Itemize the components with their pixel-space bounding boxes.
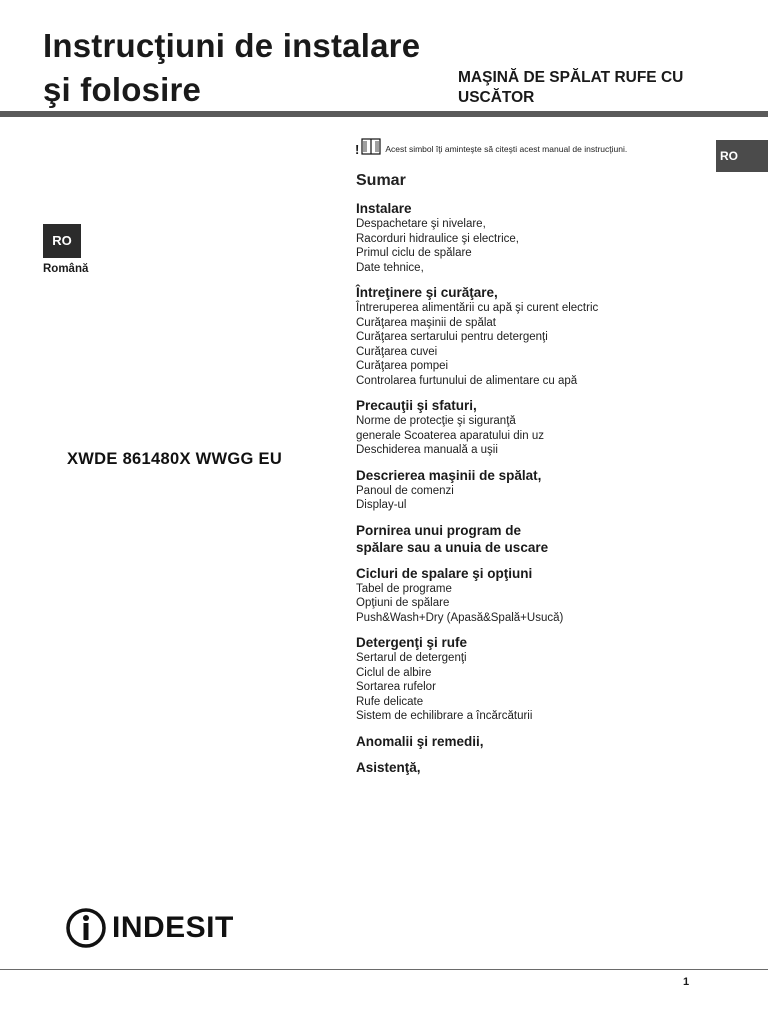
toc-section-precautii (356, 397, 706, 458)
title-line-1: Instrucţiuni de instalare (43, 27, 421, 64)
language-name: Română (43, 263, 89, 275)
toc-item[interactable]: Opţiuni de spălare (356, 597, 450, 609)
toc-section-pornire (356, 522, 706, 556)
toc-section-cicluri (356, 565, 706, 626)
table-of-contents (356, 172, 706, 785)
toc-item[interactable]: Rufe delicate (356, 695, 424, 708)
toc-heading: Sumar (356, 172, 406, 189)
warning-mark: ! (355, 141, 360, 157)
brand-logo (66, 906, 234, 950)
brand-name: INDESIT (112, 911, 234, 944)
toc-section-asistenta (356, 759, 706, 776)
toc-section-title[interactable]: Anomalii şi remedii, (356, 733, 484, 749)
title-line-2: şi folosire (43, 71, 202, 108)
toc-section-intretinere (356, 284, 706, 388)
indesit-logo-icon (66, 906, 106, 950)
toc-item[interactable]: Sistem de echilibrare a încărcăturii (356, 710, 533, 722)
toc-item[interactable]: Panoul de comenzi (356, 484, 454, 497)
subtitle-line-2: USCĂTOR (458, 89, 535, 106)
toc-item[interactable]: Sertarul de detergenţi (356, 652, 467, 664)
toc-item[interactable]: Push&Wash+Dry (Apasă&Spală+Usucă) (356, 611, 564, 624)
toc-section-title[interactable]: Precauţii şi sfaturi, (356, 398, 477, 413)
toc-section-title[interactable]: Întreţinere şi curăţare, (356, 285, 498, 300)
open-book-icon (361, 138, 381, 160)
toc-item[interactable]: Controlarea furtunului de alimentare cu apă (356, 374, 578, 387)
toc-section-title[interactable]: Descrierea maşinii de spălat, (356, 467, 542, 483)
page-number: 1 (683, 976, 690, 988)
manual-notice (355, 140, 627, 158)
toc-item[interactable]: Deschiderea manuală a uşii (356, 444, 498, 456)
toc-item[interactable]: Despachetare şi nivelare, (356, 218, 486, 230)
toc-item[interactable]: Ciclul de albire (356, 666, 432, 679)
toc-item[interactable]: Curăţarea sertarului pentru detergenţi (356, 331, 548, 343)
notice-text: Acest simbol îţi aminteşte să citeşti acest manual de instrucţiuni. (385, 144, 628, 154)
footer-divider (0, 969, 768, 970)
header-divider (0, 111, 768, 117)
toc-section-title-line-1[interactable]: Pornirea unui program de (356, 522, 522, 538)
toc-section-instalare (356, 200, 706, 275)
toc-section-title-line-2[interactable]: spălare sau a unuia de uscare (356, 539, 549, 555)
language-side-tab: RO (716, 140, 768, 172)
toc-item[interactable]: Curăţarea cuvei (356, 345, 438, 358)
page-title (43, 24, 420, 112)
toc-item[interactable]: Sortarea rufelor (356, 681, 436, 693)
toc-item[interactable]: Întreruperea alimentării cu apă şi curent electric (356, 302, 599, 314)
toc-section-detergenti (356, 634, 706, 724)
product-type (458, 68, 758, 108)
language-code-badge: RO (43, 224, 81, 258)
toc-section-title[interactable]: Asistenţă, (356, 759, 421, 775)
toc-section-title[interactable]: Cicluri de spalare şi opţiuni (356, 565, 533, 581)
toc-item[interactable]: generale Scoaterea aparatului din uz (356, 429, 544, 442)
toc-section-title[interactable]: Detergenţi şi rufe (356, 635, 468, 650)
toc-section-title[interactable]: Instalare (356, 201, 412, 216)
toc-section-anomalii (356, 733, 706, 750)
toc-item[interactable]: Norme de protecţie şi siguranţă (356, 415, 516, 427)
toc-item[interactable]: Tabel de programe (356, 582, 452, 595)
toc-item[interactable]: Primul ciclu de spălare (356, 247, 472, 259)
subtitle-line-1: MAŞINĂ DE SPĂLAT RUFE CU (458, 69, 684, 86)
toc-item[interactable]: Display-ul (356, 499, 407, 511)
toc-item[interactable]: Racorduri hidraulice şi electrice, (356, 232, 519, 245)
toc-item[interactable]: Date tehnice, (356, 261, 424, 274)
toc-section-descriere (356, 467, 706, 513)
toc-item[interactable]: Curăţarea pompei (356, 360, 449, 372)
toc-item[interactable]: Curăţarea maşinii de spălat (356, 316, 496, 329)
model-number: XWDE 861480X WWGG EU (67, 450, 283, 468)
